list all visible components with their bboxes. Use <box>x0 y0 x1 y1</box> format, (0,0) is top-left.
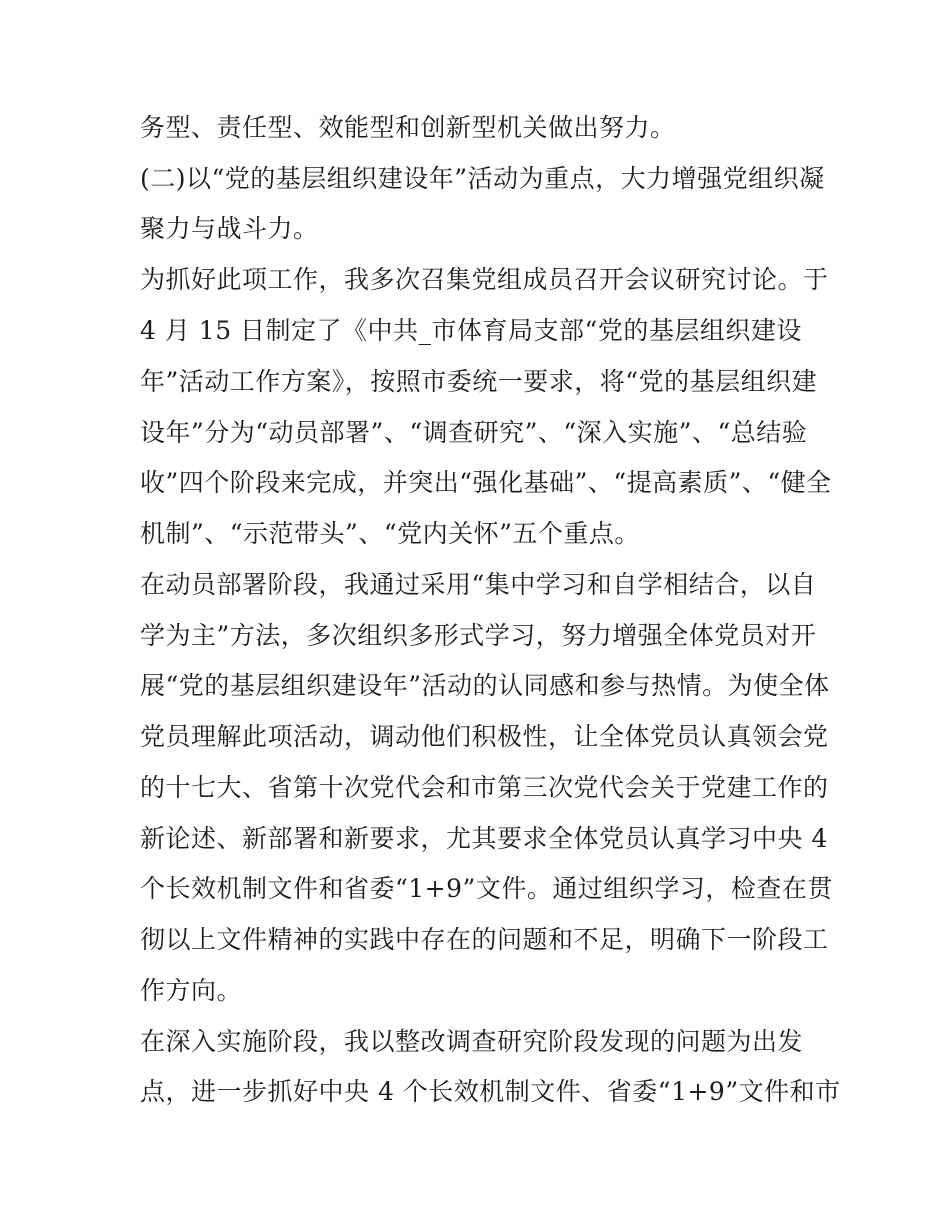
text-line: 设年”分为“动员部署”、“调查研究”、“深入实施”、“总结验 <box>140 418 808 447</box>
text-line: 新论述、新部署和新要求，尤其要求全体党员认真学习中央 4 <box>140 824 828 853</box>
text-line: 4 月 15 日制定了《中共_市体育局支部“党的基层组织建设 <box>140 316 802 345</box>
text-line: 点，进一步抓好中央 4 个长效机制文件、省委“1+9”文件和市 <box>140 1077 841 1106</box>
text-line: 学为主”方法，多次组织多形式学习，努力增强全体党员对开 <box>140 621 817 650</box>
text-line: 务型、责任型、效能型和创新型机关做出努力。 <box>140 113 676 142</box>
text-line: 在动员部署阶段，我通过采用“集中学习和自学相结合，以自 <box>140 570 817 599</box>
text-line: 聚力与战斗力。 <box>140 214 319 243</box>
text-line: 为抓好此项工作，我多次召集党组成员召开会议研究讨论。于 <box>140 265 829 294</box>
text-line: 年”活动工作方案》，按照市委统一要求，将“党的基层组织建 <box>140 367 818 396</box>
text-line: 作方向。 <box>140 976 243 1005</box>
text-line: 的十七大、省第十次党代会和市第三次党代会关于党建工作的 <box>140 773 829 802</box>
text-line: 收”四个阶段来完成，并突出“强化基础”、“提高素质”、“健全 <box>140 468 832 497</box>
text-line: 机制”、“示范带头”、“党内关怀”五个重点。 <box>140 519 640 548</box>
text-line: 彻以上文件精神的实践中存在的问题和不足，明确下一阶段工 <box>140 925 829 954</box>
text-line: 在深入实施阶段，我以整改调查研究阶段发现的问题为出发 <box>140 1027 804 1056</box>
text-line: 展“党的基层组织建设年”活动的认同感和参与热情。为使全体 <box>140 671 830 700</box>
text-line: (二)以“党的基层组织建设年”活动为重点，大力增强党组织凝 <box>140 164 825 193</box>
text-line: 个长效机制文件和省委“1+9”文件。通过组织学习，检查在贯 <box>140 874 833 903</box>
text-line: 党员理解此项活动，调动他们积极性，让全体党员认真领会党 <box>140 722 829 751</box>
